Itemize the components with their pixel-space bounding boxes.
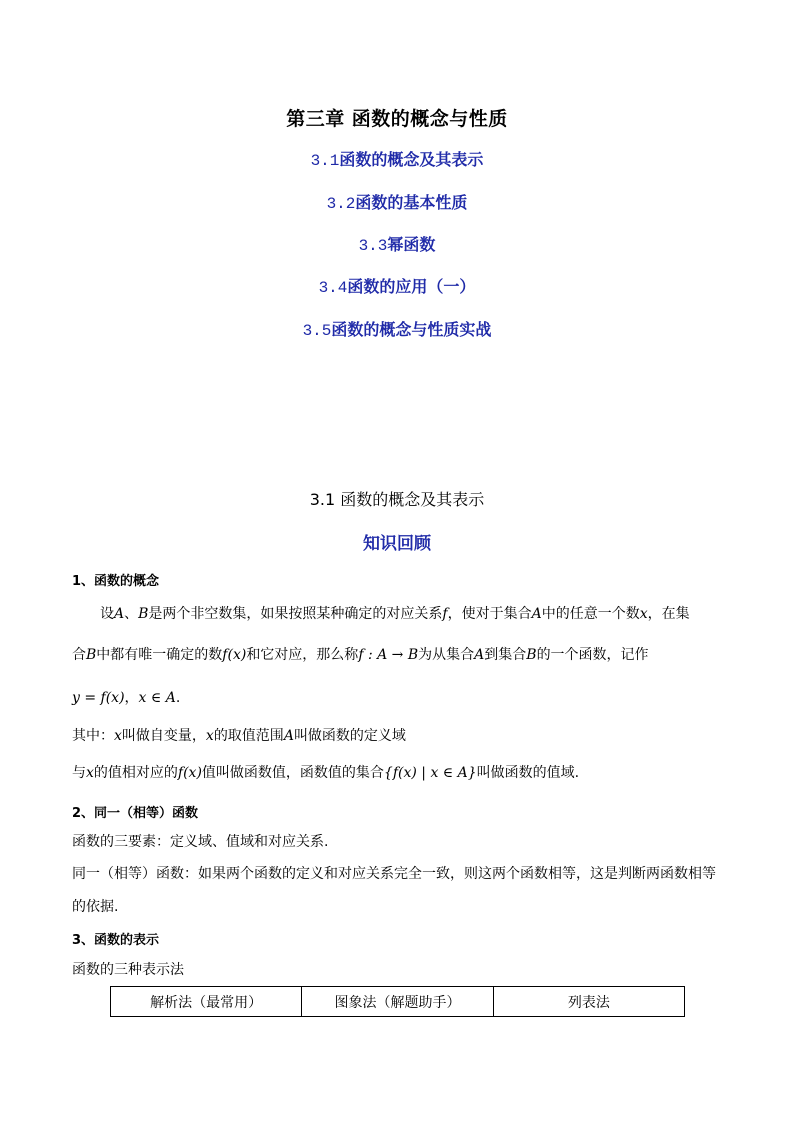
text: 是两个非空数集，如果按照某种确定的对应关系 xyxy=(148,606,443,622)
toc-item-3-2[interactable] xyxy=(0,190,794,213)
heading-equal-functions: 2、同一（相等）函数 xyxy=(72,806,199,821)
math-A: A xyxy=(283,728,294,744)
text: 到集合 xyxy=(484,647,527,663)
paragraph-equal-definition: 同一（相等）函数：如果两个函数的定义和对应关系完全一致，则这两个函数相等，这是判断两函数相等 xyxy=(72,866,716,882)
text: ， xyxy=(124,690,139,706)
section-title: 3.1 函数的概念及其表示 xyxy=(309,490,485,509)
math-A: A xyxy=(114,606,125,622)
paragraph-definition-line-3 xyxy=(72,688,722,708)
toc-label: 函数的应用（一） xyxy=(347,277,476,296)
heading-function-concept: 1、函数的概念 xyxy=(72,574,160,589)
toc-number: 3.4 xyxy=(318,279,348,297)
text: . xyxy=(175,690,181,706)
math-x: x xyxy=(639,606,648,622)
math-A: A xyxy=(531,606,542,622)
toc-label: 函数的概念与性质实战 xyxy=(331,320,492,339)
text: ，使对于集合 xyxy=(447,606,532,622)
math-A: A xyxy=(474,647,485,663)
text: 中的任意一个数 xyxy=(541,606,640,622)
table-cell-graph: 图象法（解题助手） xyxy=(302,987,493,1017)
text: 为从集合 xyxy=(418,647,475,663)
text: 、 xyxy=(124,606,139,622)
math-B: B xyxy=(86,647,97,663)
text: ，在集 xyxy=(647,606,690,622)
paragraph-definition-line-2 xyxy=(72,645,722,665)
text: 值叫做函数值，函数值的集合 xyxy=(201,765,384,781)
math-x: x xyxy=(205,728,214,744)
toc-label: 函数的基本性质 xyxy=(355,193,468,212)
text: 和它对应，那么称 xyxy=(246,647,359,663)
table-cell-list: 列表法 xyxy=(493,987,684,1017)
text: 的值相对应的 xyxy=(93,765,178,781)
math-y-equals-fx: y = f(x) xyxy=(72,690,125,706)
toc-number: 3.2 xyxy=(326,195,356,213)
text: 的一个函数，记作 xyxy=(536,647,649,663)
text: 合 xyxy=(72,647,86,663)
table-row xyxy=(111,987,685,1017)
paragraph-domain xyxy=(72,726,722,746)
text: 中都有唯一确定的数 xyxy=(96,647,223,663)
text: 叫做函数的值域. xyxy=(476,765,580,781)
paragraph-definition-line-1 xyxy=(100,604,725,624)
heading-function-representation: 3、函数的表示 xyxy=(72,933,160,948)
math-fx: f(x) xyxy=(222,647,247,663)
text: 其中： xyxy=(72,728,114,744)
math-fx: f(x) xyxy=(177,765,202,781)
text: 的取值范围 xyxy=(213,728,284,744)
table-cell-analytic: 解析法（最常用） xyxy=(111,987,302,1017)
toc-number: 3.3 xyxy=(358,237,388,255)
toc-item-3-5[interactable] xyxy=(0,317,794,340)
math-x-in-A: x ∈ A xyxy=(138,690,176,706)
math-x: x xyxy=(114,728,122,744)
math-f: f xyxy=(442,606,448,622)
paragraph-three-elements: 函数的三要素：定义域、值域和对应关系. xyxy=(72,834,329,850)
text: 设 xyxy=(100,606,114,622)
text: 叫做自变量， xyxy=(121,728,206,744)
math-B: B xyxy=(138,606,149,622)
paragraph-three-methods: 函数的三种表示法 xyxy=(72,962,184,978)
toc-number: 3.1 xyxy=(310,152,340,170)
representation-methods-table xyxy=(110,986,685,1017)
toc-number: 3.5 xyxy=(302,322,332,340)
math-B: B xyxy=(526,647,537,663)
math-mapping: f : A → B xyxy=(358,647,419,663)
paragraph-equal-definition-cont: 的依据. xyxy=(72,899,119,915)
text: 与 xyxy=(72,765,86,781)
toc-item-3-1[interactable] xyxy=(0,147,794,170)
toc-label: 幂函数 xyxy=(387,235,436,254)
toc-item-3-4[interactable] xyxy=(0,274,794,297)
section-subtitle: 知识回顾 xyxy=(363,534,431,554)
toc-label: 函数的概念及其表示 xyxy=(339,150,484,169)
math-x: x xyxy=(86,765,94,781)
text: 叫做函数的定义域 xyxy=(293,728,406,744)
paragraph-range xyxy=(72,763,722,783)
math-range-set: {f(x) | x ∈ A} xyxy=(383,765,477,781)
chapter-title: 第三章 函数的概念与性质 xyxy=(286,108,508,130)
toc-item-3-3[interactable] xyxy=(0,232,794,255)
